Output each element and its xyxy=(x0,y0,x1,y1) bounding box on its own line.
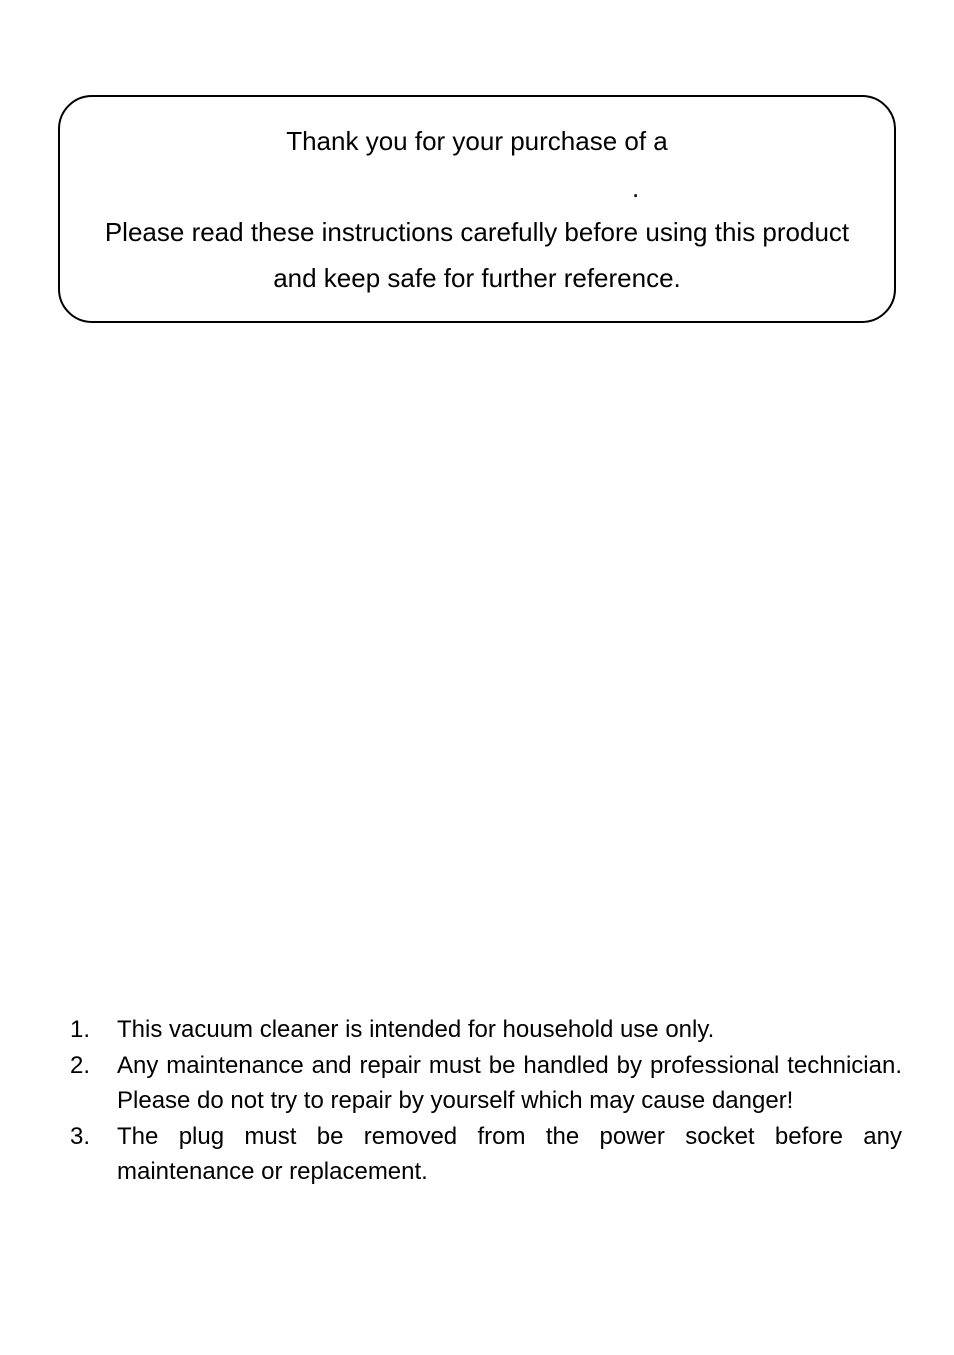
instruction-text: Any maintenance and repair must be handled by professional technician. Please do not try to repair by yourself which may cause danger! xyxy=(117,1051,902,1114)
instruction-text: The plug must be removed from the power socket before any maintenance or replacement. xyxy=(117,1122,902,1185)
safety-instructions-list xyxy=(70,1012,902,1190)
instruction-number: 3. xyxy=(70,1122,91,1150)
instruction-number: 2. xyxy=(70,1051,91,1079)
purchase-notice-box xyxy=(58,95,896,323)
notice-keep-safe-line: and keep safe for further reference. xyxy=(273,263,681,293)
instruction-item xyxy=(70,1119,902,1190)
notice-read-instructions-line: Please read these instructions carefully before using this product xyxy=(104,217,850,247)
instruction-number: 1. xyxy=(70,1016,91,1043)
instruction-text: This vacuum cleaner is intended for household use only. xyxy=(117,1016,715,1043)
instruction-item xyxy=(70,1012,902,1048)
instruction-item xyxy=(70,1048,902,1119)
notice-thank-you-line: Thank you for your purchase of a xyxy=(286,126,668,156)
notice-product-name-line: . xyxy=(632,173,640,203)
